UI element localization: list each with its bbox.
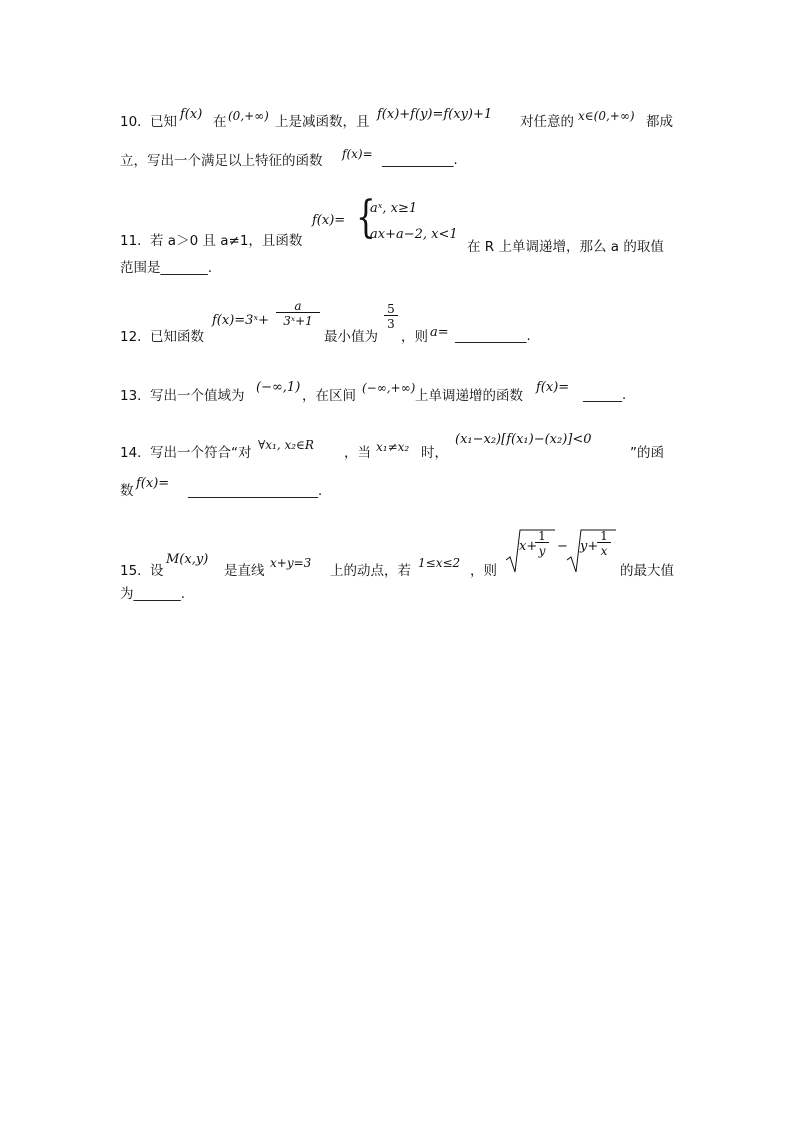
problem-15-text: 是直线 (224, 563, 265, 579)
problem-12-number: 12． (120, 329, 151, 345)
problem-14-formula: x₁≠x₂ (376, 440, 410, 454)
answer-blank: ___________. (382, 153, 458, 168)
problem-11-case: aˣ, x≥1 (370, 201, 418, 216)
problem-10-formula: f(x) (180, 107, 203, 122)
problem-11-number: 11． (120, 233, 151, 249)
problem-10-formula: (0,+∞) (228, 109, 269, 123)
problem-12-value (384, 303, 398, 330)
problem-14-number: 14． (120, 445, 151, 461)
problem-15-fraction (597, 530, 611, 557)
problem-13-text: 上单调递增的函数 (415, 388, 523, 404)
problem-13-formula: (−∞,+∞) (362, 381, 416, 395)
problem-15-text: 的最大值 (620, 563, 674, 579)
problem-15-fraction (535, 530, 549, 557)
problem-14-text: 写出一个符合“对 (150, 445, 252, 461)
problem-14-text: 数 (120, 483, 134, 499)
problem-15-number: 15． (120, 563, 151, 579)
problem-10-text: 对任意的 (520, 114, 574, 130)
problem-11-text: 若 a＞0 且 a≠1，且函数 (150, 233, 303, 249)
problem-11-text: 范围是_______. (120, 260, 213, 276)
problem-10-text: 已知 (150, 114, 177, 130)
fraction-denominator: x (597, 542, 611, 557)
problem-14-formula: f(x)= (136, 476, 170, 491)
problem-15-text: 为_______. (120, 586, 186, 602)
answer-blank: ___________. (455, 329, 531, 344)
fraction-numerator: a (294, 299, 302, 313)
fraction-numerator: 1 (600, 529, 608, 543)
problem-12-formula: a= (430, 325, 449, 340)
problem-15-formula: − (557, 539, 568, 554)
problem-15-text: 设 (150, 563, 164, 579)
problem-10-number: 10． (120, 114, 151, 130)
problem-15-formula: x+y=3 (270, 556, 312, 570)
problem-11-text: 在 R 上单调递增，那么 a 的取值 (467, 239, 664, 255)
problem-13-number: 13． (120, 388, 151, 404)
problem-12-text: 已知函数 (150, 329, 204, 345)
problem-15-formula: 1≤x≤2 (418, 556, 461, 570)
problem-10-text: 在 (213, 114, 227, 130)
problem-14-text: ，当 (344, 445, 371, 461)
fraction-denominator: 3 (384, 315, 398, 330)
problem-10-formula: f(x)+f(y)=f(xy)+1 (377, 107, 493, 122)
problem-14-formula: ∀x₁, x₂∈R (258, 438, 314, 452)
problem-14-text: ”的函 (630, 445, 664, 461)
problem-15-formula: M(x,y) (166, 552, 209, 567)
problem-15-formula: y+ (580, 539, 599, 554)
problem-13-formula: f(x)= (536, 380, 570, 395)
answer-blank: ____________________. (188, 484, 323, 499)
problem-13-text: ，在区间 (302, 388, 356, 404)
problem-15-formula: x+ (519, 539, 538, 554)
answer-blank: ______. (583, 388, 627, 403)
fraction-numerator: 1 (538, 529, 546, 543)
fraction-numerator: 5 (387, 302, 395, 316)
problem-11-formula: f(x)= (312, 213, 346, 228)
problem-13-text: 写出一个值域为 (150, 388, 245, 404)
problem-15-text: 上的动点，若 (330, 563, 411, 579)
problem-11-case: ax+a−2, x<1 (370, 227, 458, 242)
fraction-denominator: y (535, 542, 549, 557)
problem-13-formula: (−∞,1) (256, 380, 301, 395)
problem-12-formula: f(x)=3ˣ+ (212, 313, 269, 328)
problem-10-formula: x∈(0,+∞) (578, 109, 635, 123)
fraction-denominator: 3ˣ+1 (276, 312, 320, 327)
problem-15-text: ，则 (470, 563, 497, 579)
piecewise-brace: { (356, 192, 376, 243)
problem-10-formula: f(x)= (342, 147, 373, 161)
problem-10-text: 立，写出一个满足以上特征的函数 (120, 153, 323, 169)
problem-12-text: 最小值为 (324, 329, 378, 345)
problem-12-text: ，则 (401, 329, 428, 345)
problem-14-text: 时， (421, 445, 448, 461)
problem-10-text: 都成 (646, 114, 673, 130)
problem-12-fraction (276, 300, 320, 327)
problem-10-text: 上是减函数，且 (275, 114, 370, 130)
problem-14-formula: (x₁−x₂)[f(x₁)−(x₂)]<0 (455, 432, 592, 447)
